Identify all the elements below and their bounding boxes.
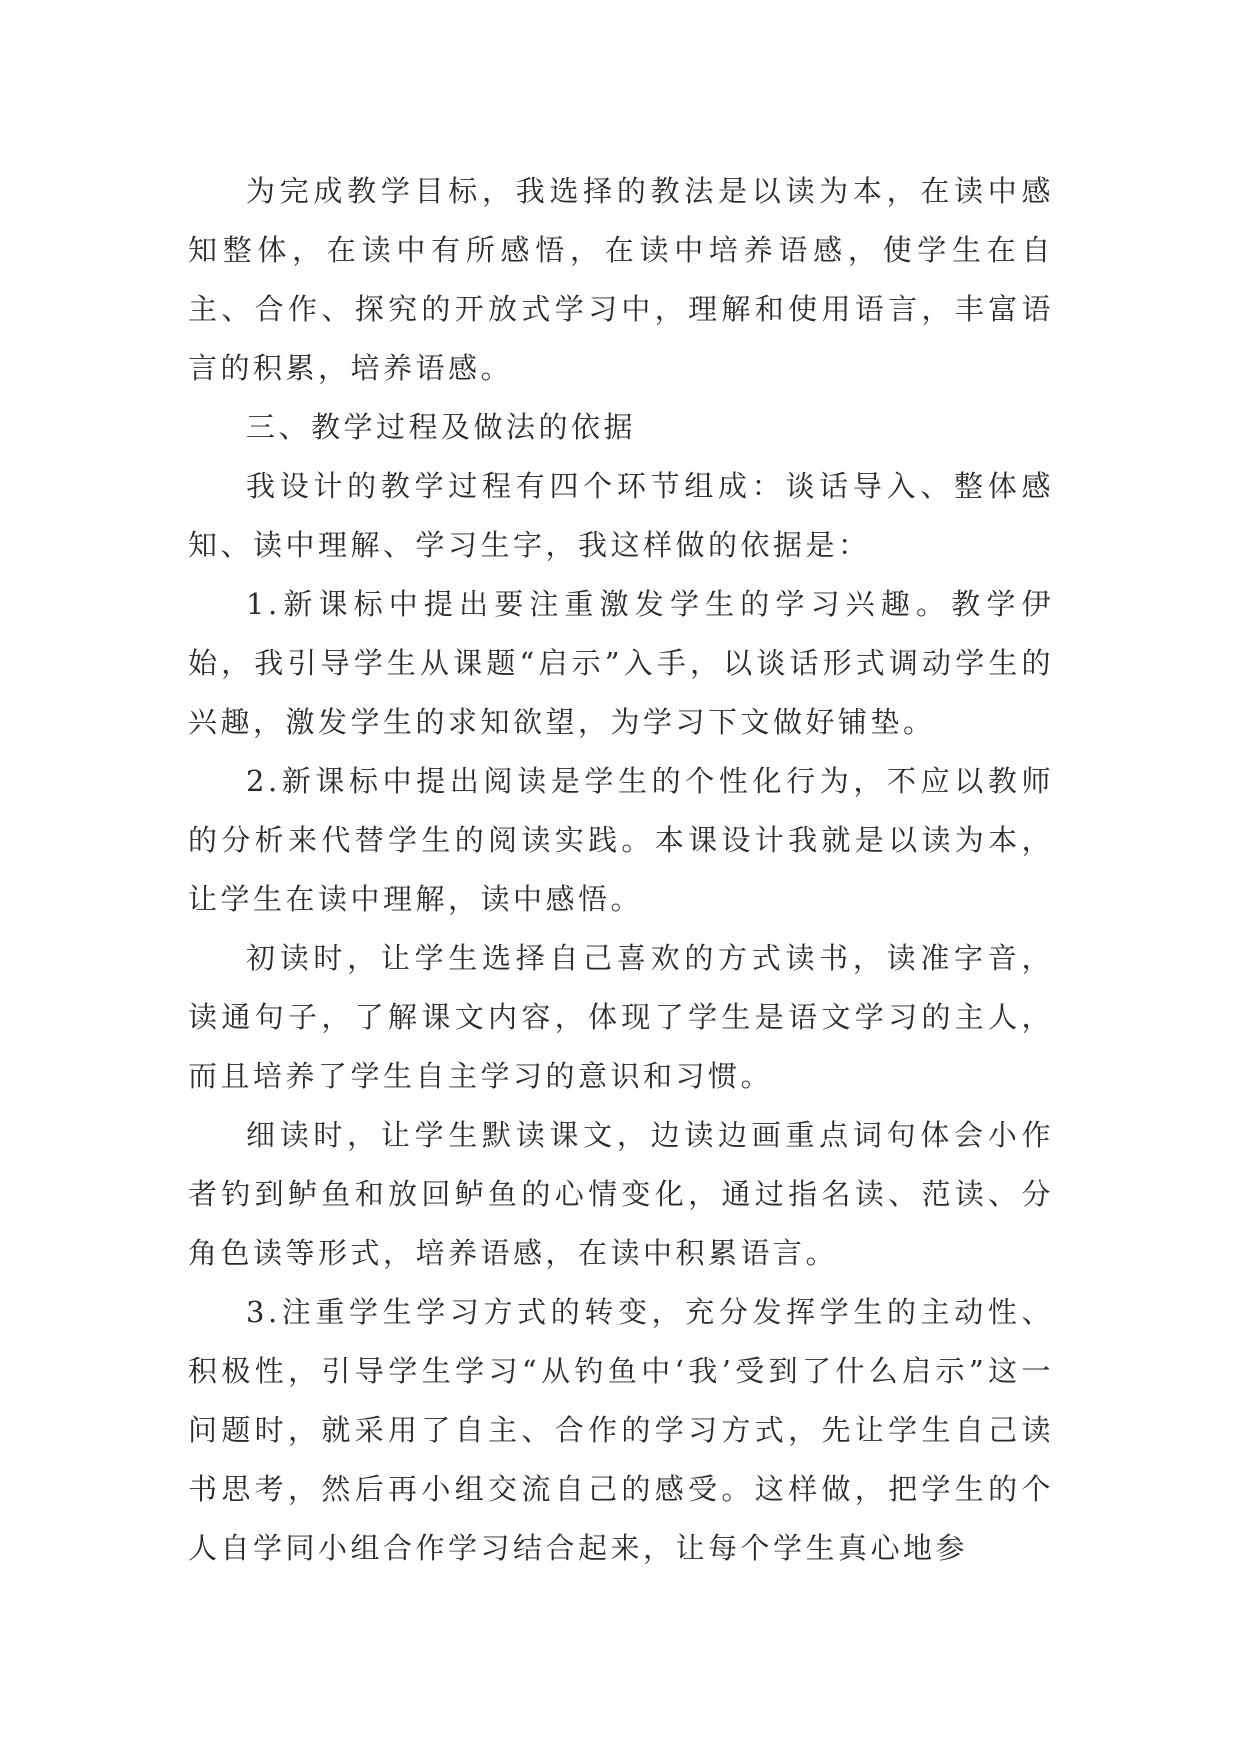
paragraph-point-2: 2.新课标中提出阅读是学生的个性化行为，不应以教师的分析来代替学生的阅读实践。本课设计我就是以读为本，让学生在读中理解，读中感悟。	[188, 764, 1054, 916]
paragraph-close-reading: 细读时，让学生默读课文，边读边画重点词句体会小作者钓到鲈鱼和放回鲈鱼的心情变化，通过指名读、范读、分角色读等形式，培养语感，在读中积累语言。	[188, 1118, 1054, 1270]
document-body	[188, 162, 1054, 1578]
paragraph-teaching-method: 为完成教学目标，我选择的教法是以读为本，在读中感知整体，在读中有所感悟，在读中培养语感，使学生在自主、合作、探究的开放式学习中，理解和使用语言，丰富语言的积累，培养语感。	[188, 174, 1054, 385]
paragraph-point-1: 1.新课标中提出要注重激发学生的学习兴趣。教学伊始，我引导学生从课题“启示”入手，以谈话形式调动学生的兴趣，激发学生的求知欲望，为学习下文做好铺垫。	[188, 587, 1054, 739]
paragraph-process-overview: 我设计的教学过程有四个环节组成：谈话导入、整体感知、读中理解、学习生字，我这样做的依据是：	[188, 469, 1054, 562]
paragraph-first-reading: 初读时，让学生选择自己喜欢的方式读书，读准字音，读通句子，了解课文内容，体现了学生是语文学习的主人，而且培养了学生自主学习的意识和习惯。	[188, 941, 1054, 1093]
paragraph-point-3: 3.注重学生学习方式的转变，充分发挥学生的主动性、积极性，引导学生学习“从钓鱼中‘我’受到了什么启示”这一问题时，就采用了自主、合作的学习方式，先让学生自己读书思考，然后再小组交流自己的感受。这样做，把学生的个人自学同小组合作学习结合起来，让每个学生真心地参	[188, 1295, 1054, 1565]
section-heading-teaching-process: 三、教学过程及做法的依据	[246, 410, 637, 444]
